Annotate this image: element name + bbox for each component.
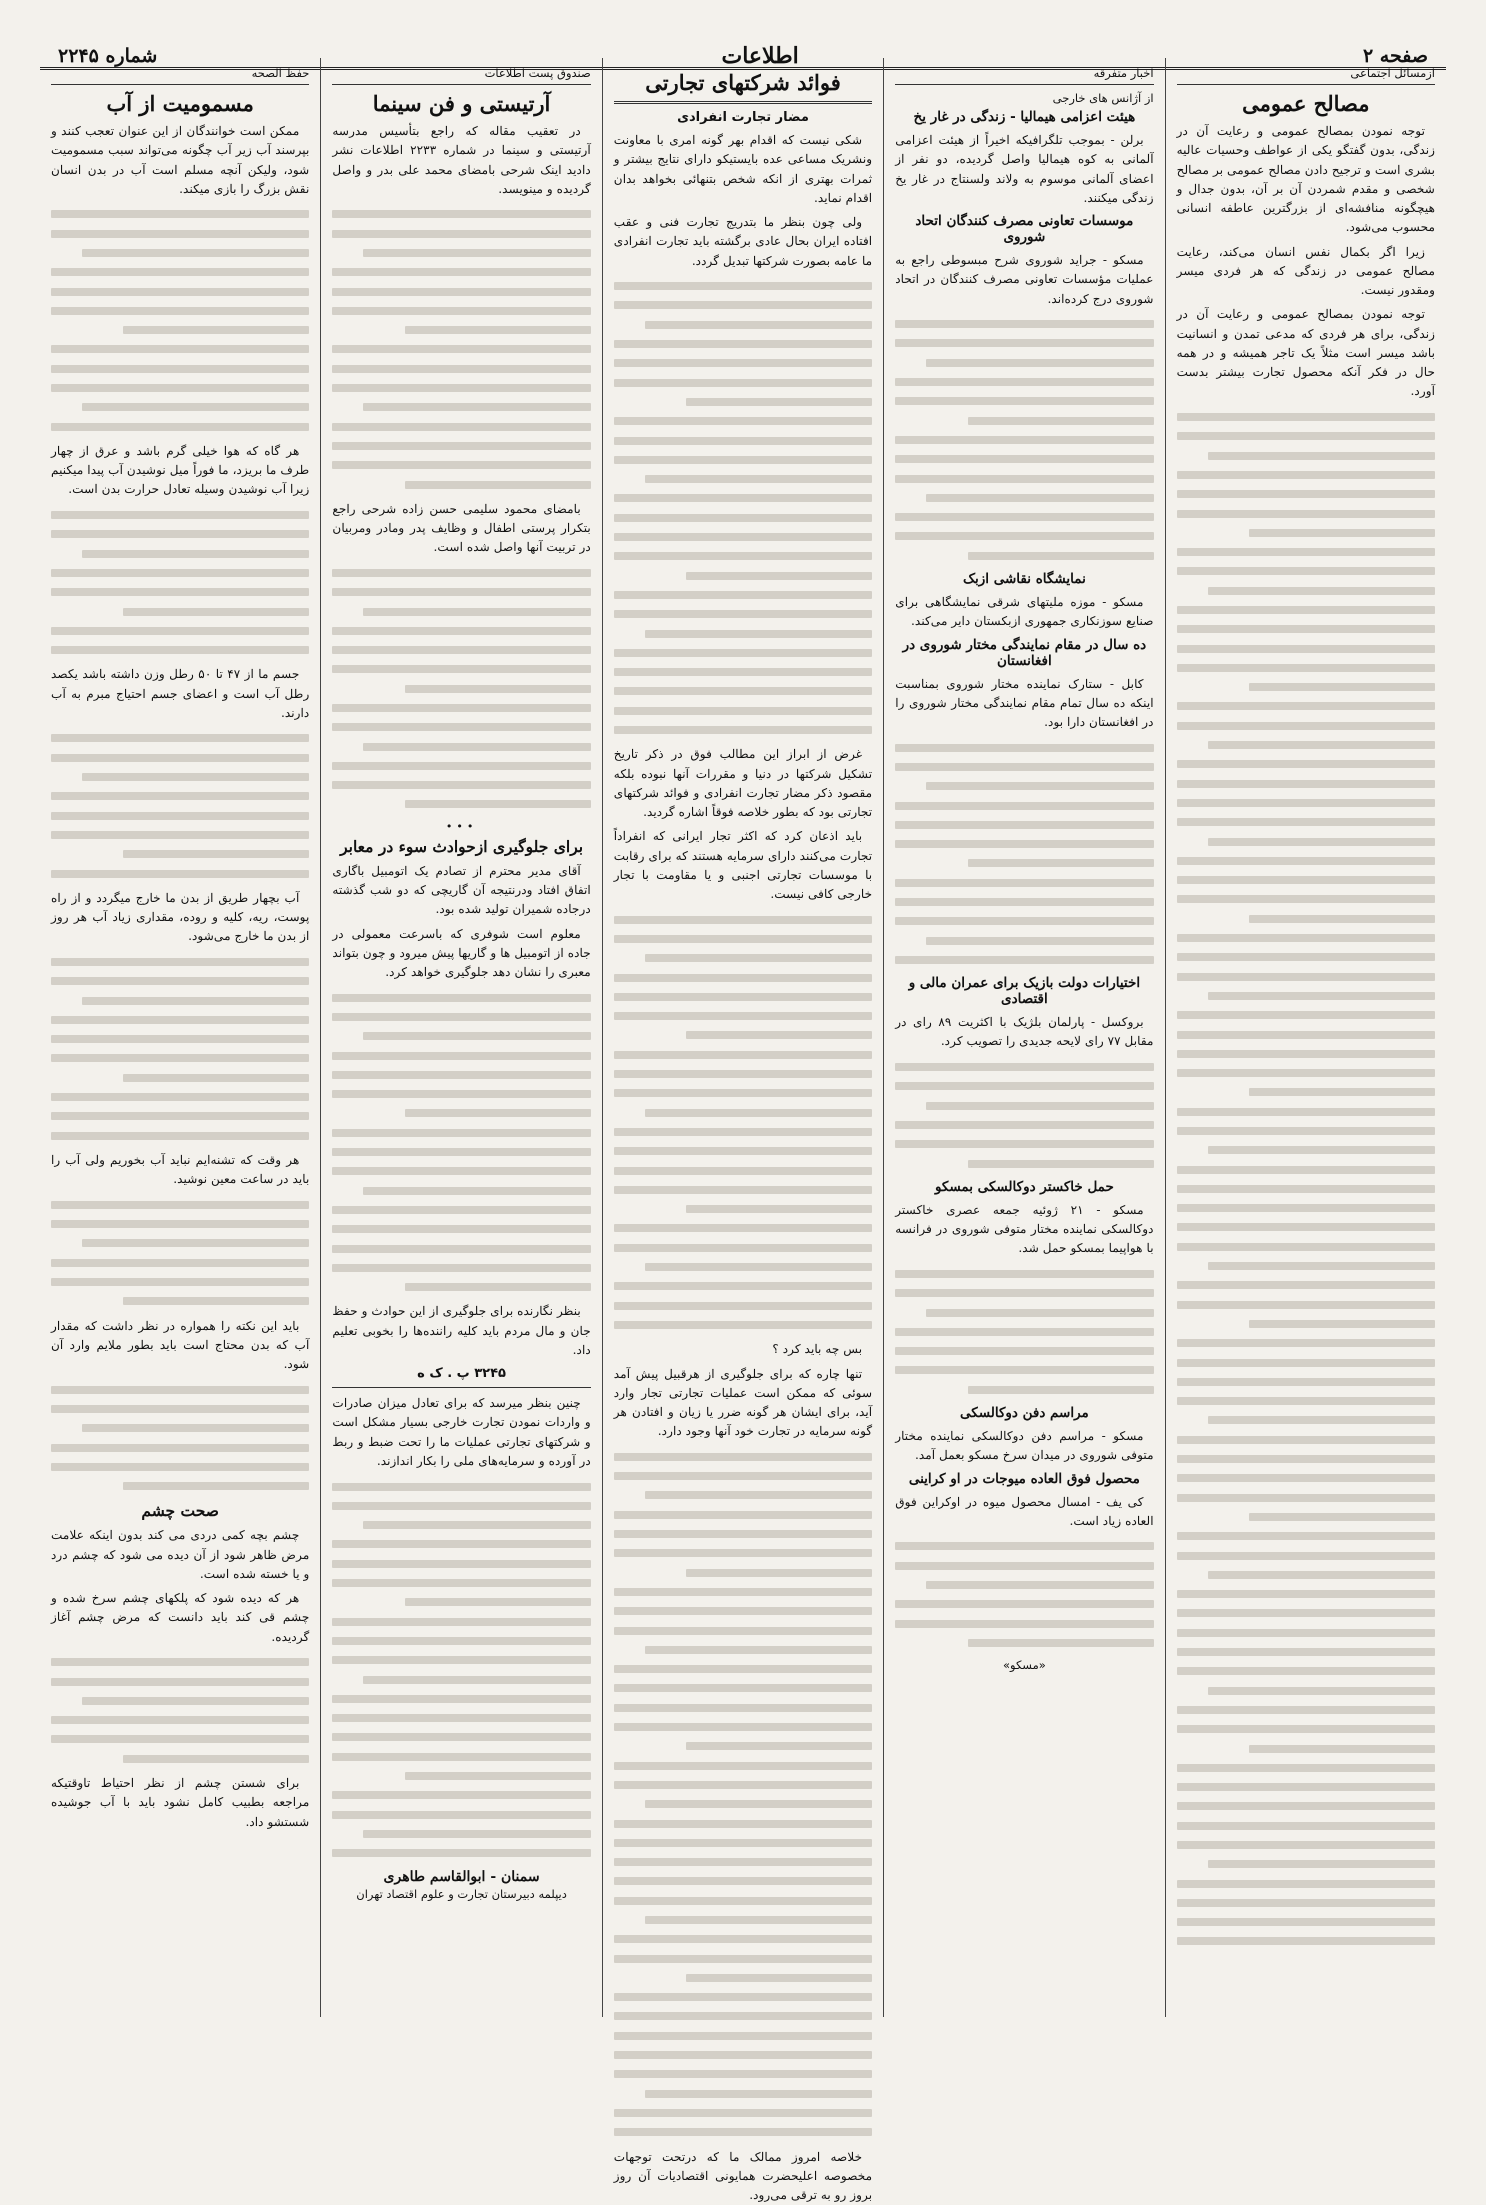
text-block xyxy=(332,1483,590,1858)
paragraph: در تعقیب مقاله که راجع بتأسیس مدرسه آرتیستی و سینما در شماره ۲۲۳۳ اطلاعات نشر دادید اینک شرحی بامضای محمد علی بدر و واصل گردیده و مینویسد. xyxy=(332,124,591,196)
text-block xyxy=(1177,413,1435,1945)
news-headline: مراسم دفن دوکالسکی xyxy=(959,1404,1089,1421)
column-hygiene xyxy=(40,58,320,2017)
paragraph: تنها چاره که برای جلوگیری از هرقبیل پیش آمد سوئی که ممکن است عملیات تجارتی تجار وارد آید، برای ایشان هر گونه ضرر یا زیان و افتادن هر گونه سرمایه در تجارت خود آنها وجود دارد. xyxy=(613,1366,873,1439)
paragraph: هر که دیده شود که پلکهای چشم سرخ شده و چشم قی کند باید دانست که مرض چشم آغاز گردیده. xyxy=(50,1591,310,1644)
paragraph: چشم بچه کمی دردی می کند بدون اینکه علامت مرض ظاهر شود از آن دیده می شود که چشم درد و یا خسته شده است. xyxy=(50,1528,310,1581)
text-block xyxy=(614,916,872,1329)
section-label: ازمسائل اجتماعی xyxy=(1350,66,1435,80)
text-block xyxy=(51,1386,309,1490)
paragraph: برلن - بموجب تلگرافیکه اخیراً از هیئت اعزامی آلمانی به کوه هیمالیا واصل گردیده، دو نفر از اعضای آلمانی موسوم به ولاند ولسنتاج در غار یخ زندگی میکنند. xyxy=(895,133,1154,205)
text-block xyxy=(895,320,1153,560)
paragraph: آقای مدیر محترم از تصادم یک اتومبیل باگاری اتفاق افتاد ودرنتیجه آن گاریچی که دو شب گذشته درجاده شمیران تولید شده بود. xyxy=(332,863,591,917)
issue-number: شماره ۲۲۴۵ xyxy=(58,44,158,67)
paragraph: چنین بنظر میرسد که برای تعادل میزان صادرات و واردات نمودن تجارت خارجی بسیار مشکل است و شرکتهای تجارتی عملیات ما را تحت ضبط و ربط در آورده و سرمایه‌های ملی را بکار اندازند. xyxy=(332,1396,591,1468)
paragraph: شکی نیست که اقدام بهر گونه امری با معاونت ونشریک مساعی عده بایستیکو دارای نتایج بیشتر و ثمرات بهتری از انکه شخص بتنهائی بخواهد بدان اقدام نماید. xyxy=(613,133,873,205)
divider xyxy=(895,84,1153,85)
column-social-issues xyxy=(1165,58,1446,2017)
text-block xyxy=(895,1542,1153,1646)
article-title: مسمومیت از آب xyxy=(106,91,254,116)
section-label: اخبار متفرقه xyxy=(1093,66,1154,80)
news-headline: نمایشگاه نقاشی ازبک xyxy=(962,571,1086,588)
paragraph: کابل - ستارک نماینده مختار شوروی بمناسبت اینکه ده سال تمام مقام نمایندگی مختار شوروی را در افغانستان دارا بود. xyxy=(895,676,1154,730)
paragraph: مسکو - موزه ملیتهای شرقی نمایشگاهی برای صنایع سوزنکاری جمهوری ازبکستان دایر می‌کند. xyxy=(895,595,1154,629)
news-headline: محصول فوق العاده میوجات در او کراینی xyxy=(908,1470,1140,1487)
text-block xyxy=(332,210,590,488)
article-title: فوائد شرکتهای تجارتی xyxy=(645,70,841,95)
paragraph: ولی چون بنظر ما بتدریج تجارت فنی و عقب افتاده ایران بحال عادی برگشته باید تجارت انفرادی ما عامه بصورت شرکتها تبدیل گردد. xyxy=(613,215,873,268)
news-headline: هیئت اعزامی هیمالیا - زندگی در غار یخ xyxy=(913,109,1136,125)
news-headline: ده سال در مقام نمایندگی مختار شوروی در افغانستان xyxy=(902,636,1147,669)
paragraph: بس چه باید کرد ؟ xyxy=(772,1342,863,1357)
author-credential: دیپلمه دبیرستان تجارت و علوم اقتصاد تهران xyxy=(356,1886,567,1901)
paragraph: مسکو - مراسم دفن دوکالسکی نماینده مختار متوفی شوروی در میدان سرخ مسکو بعمل آمد. xyxy=(895,1428,1154,1463)
page-number: صفحه ۲ xyxy=(1362,44,1428,67)
article-title: برای جلوگیری ازحوادث سوء در معابر xyxy=(340,836,584,856)
paragraph: معلوم است شوفری که باسرعت معمولی در جاده از اتومبیل ها و گاریها پیش میرود و چون بتواند معبری را نشان دهد جلوگیری خواهد کرد. xyxy=(332,926,591,980)
text-block xyxy=(332,569,590,809)
section-label: صندوق پست اطلاعات xyxy=(484,66,591,80)
article-end-mark: ۳۲۴۵ پ . ک ه xyxy=(417,1366,506,1382)
text-block xyxy=(614,282,872,734)
news-headline: حمل خاکستر دوکالسکی بمسکو xyxy=(934,1178,1114,1195)
paragraph: ممکن است خوانندگان از این عنوان تعجب کنند و بپرسند آب زیر آب چگونه می‌تواند سبب مسمومیت شود، ولیکن آنچه مسلم است آب در بدن انسان نقش بزرگ را بازی میکند. xyxy=(50,124,310,196)
news-headline: اختیارات دولت بازیک برای عمران مالی و اقتصادی xyxy=(908,975,1141,1008)
divider xyxy=(51,84,309,85)
divider xyxy=(332,1387,590,1388)
text-block xyxy=(895,744,1153,964)
paragraph: هر وقت که تشنه‌ایم نباید آب بخوریم ولی آب را باید در ساعت معین نوشید. xyxy=(50,1152,310,1187)
news-source: «مسکو» xyxy=(1002,1658,1046,1673)
paragraph: بنظر نگارنده برای جلوگیری از این حوادث و حفظ جان و مال مردم باید کلیه راننده‌ها را بخوبی تعلیم داد. xyxy=(332,1304,591,1357)
paragraph: زیرا اگر بکمال نفس انسان می‌کند، رعایت مصالح عمومی در زندگی که هر فردی میسر ومقدور نیست. xyxy=(1176,244,1435,298)
text-block xyxy=(332,994,590,1291)
paragraph: توجه نمودن بمصالح عمومی و رعایت آن در زندگی، برای هر فردی که مدعی تمدن و انسانیت باشد میسر است مثلاً یک تاجر همیشه و در همه حال در فکر آنکه محصول تجارت بیشتر بدست آورد. xyxy=(1176,307,1435,399)
text-block xyxy=(51,210,309,430)
divider xyxy=(332,84,590,85)
column-trade-companies xyxy=(602,58,883,2203)
article-subtitle: مضار تجارت انفرادی xyxy=(677,110,809,125)
paragraph: باید اذعان کرد که اکثر تجار ایرانی که انفراداً تجارت می‌کنند دارای سرمایه هستند که برای رقابت با موسسات تجارتی اجنبی و یا مقاومت با تجار خارجی کافی نیست. xyxy=(613,829,873,902)
divider xyxy=(614,101,872,104)
text-block xyxy=(51,1658,309,1762)
text-block xyxy=(895,1270,1153,1394)
text-block xyxy=(51,734,309,877)
columns xyxy=(40,58,1446,2203)
text-block xyxy=(51,511,309,654)
text-block xyxy=(614,1453,872,2136)
text-block xyxy=(51,958,309,1140)
paragraph: جسم ما از ۴۷ تا ۵۰ رطل وزن داشته باشد یکصد رطل آب است و اعضای جسم احتیاج مبرم به آب دارند. xyxy=(50,667,310,720)
paragraph: برای شستن چشم از نظر احتیاط تاوقتیکه مراجعه بطبیب کامل نشود باید با آب جوشیده شستشو داد. xyxy=(50,1776,310,1829)
article-title: مصالح عمومی xyxy=(1242,91,1370,116)
paragraph: باید این نکته را همواره در نظر داشت که مقدار آب که بدن محتاج است باید بطور ملایم وارد آن شود. xyxy=(50,1318,310,1372)
separator-stars: ••• xyxy=(445,819,478,833)
news-headline: موسسات تعاونی مصرف کنندگان اتحاد شوروی xyxy=(915,213,1134,246)
paragraph: بروکسل - پارلمان بلژیک با اکثریت ۸۹ رای در مقابل ۷۷ رای لایحه جدیدی را تصویب کرد. xyxy=(895,1015,1154,1049)
article-title: آرتیستی و فن سینما xyxy=(372,91,551,116)
text-block xyxy=(51,1201,309,1305)
paragraph: غرض از ابراز این مطالب فوق در ذکر تاریخ تشکیل شرکتها در دنیا و مقررات آنها نبوده بلکه مقصود ذکر مضار تجارت انفرادی و فوائد شرکتهای تجارتی بود که بطور خلاصه فوقاً اشاره گردید. xyxy=(613,747,873,820)
column-letters-cinema xyxy=(320,58,601,2017)
text-block xyxy=(895,1063,1153,1167)
paragraph: هر گاه که هوا خیلی گرم باشد و عرق از چهار طرف ما بریزد، ما فوراً میل نوشیدن آب پیدا میکنیم زیرا آب نوشیدن وسیله تعادل حرارت بدن است. xyxy=(50,443,310,497)
article-title: صحت چشم xyxy=(141,1501,219,1521)
paragraph: خلاصه امروز ممالک ما که درتحت توجهات مخصوصه اعلیحضرت همایونی اقتصادیات آن روز بروز رو به ترقی می‌رود. xyxy=(613,2149,873,2203)
paragraph: کی یف - امسال محصول میوه در اوکراین فوق العاده زیاد است. xyxy=(895,1494,1154,1528)
paragraph: توجه نمودن بمصالح عمومی و رعایت آن در زندگی، بدون گفتگو یکی از عواطف وحسیات عالیه بشری است و ترجیح دادن مصالح عمومی بر مصالح شخصی و مقدم شمردن آن بر آن، بدون جدال و هیچگونه منافشه‌ای از بزرگترین عاطفه انسانی محسوب می‌شود. xyxy=(1176,124,1435,235)
section-sublabel: از آژانس های خارجی xyxy=(1052,91,1154,105)
paragraph: مسکو - جراید شوروی شرح مبسوطی راجع به عملیات مؤسسات تعاونی مصرف کنندگان در اتحاد شوروی درج کرده‌اند. xyxy=(895,253,1154,306)
paragraph: آب بچهار طریق از بدن ما خارج میگردد و از راه پوست، ریه، کلیه و روده، مقداری زیاد آب هر روز از بدن ما خارج می‌شود. xyxy=(50,890,310,944)
section-label: حفظ الصحه xyxy=(251,66,310,80)
column-misc-news xyxy=(883,58,1164,2017)
paper-title: اطلاعات xyxy=(721,42,799,69)
divider xyxy=(1177,84,1435,85)
author-signature: سمنان - ابوالقاسم طاهری xyxy=(383,1868,540,1885)
paragraph: بامضای محمود سلیمی حسن زاده شرحی راجع بتکرار پرستی اطفال و وظایف پدر ومادر ومربیان در تربیت آنها واصل شده است. xyxy=(332,501,591,555)
paragraph: مسکو - ۲۱ ژوئیه جمعه عصری خاکستر دوکالسکی نماینده مختار متوفی شوروی در فرانسه با هواپیما بمسکو حمل شد. xyxy=(895,1202,1154,1256)
